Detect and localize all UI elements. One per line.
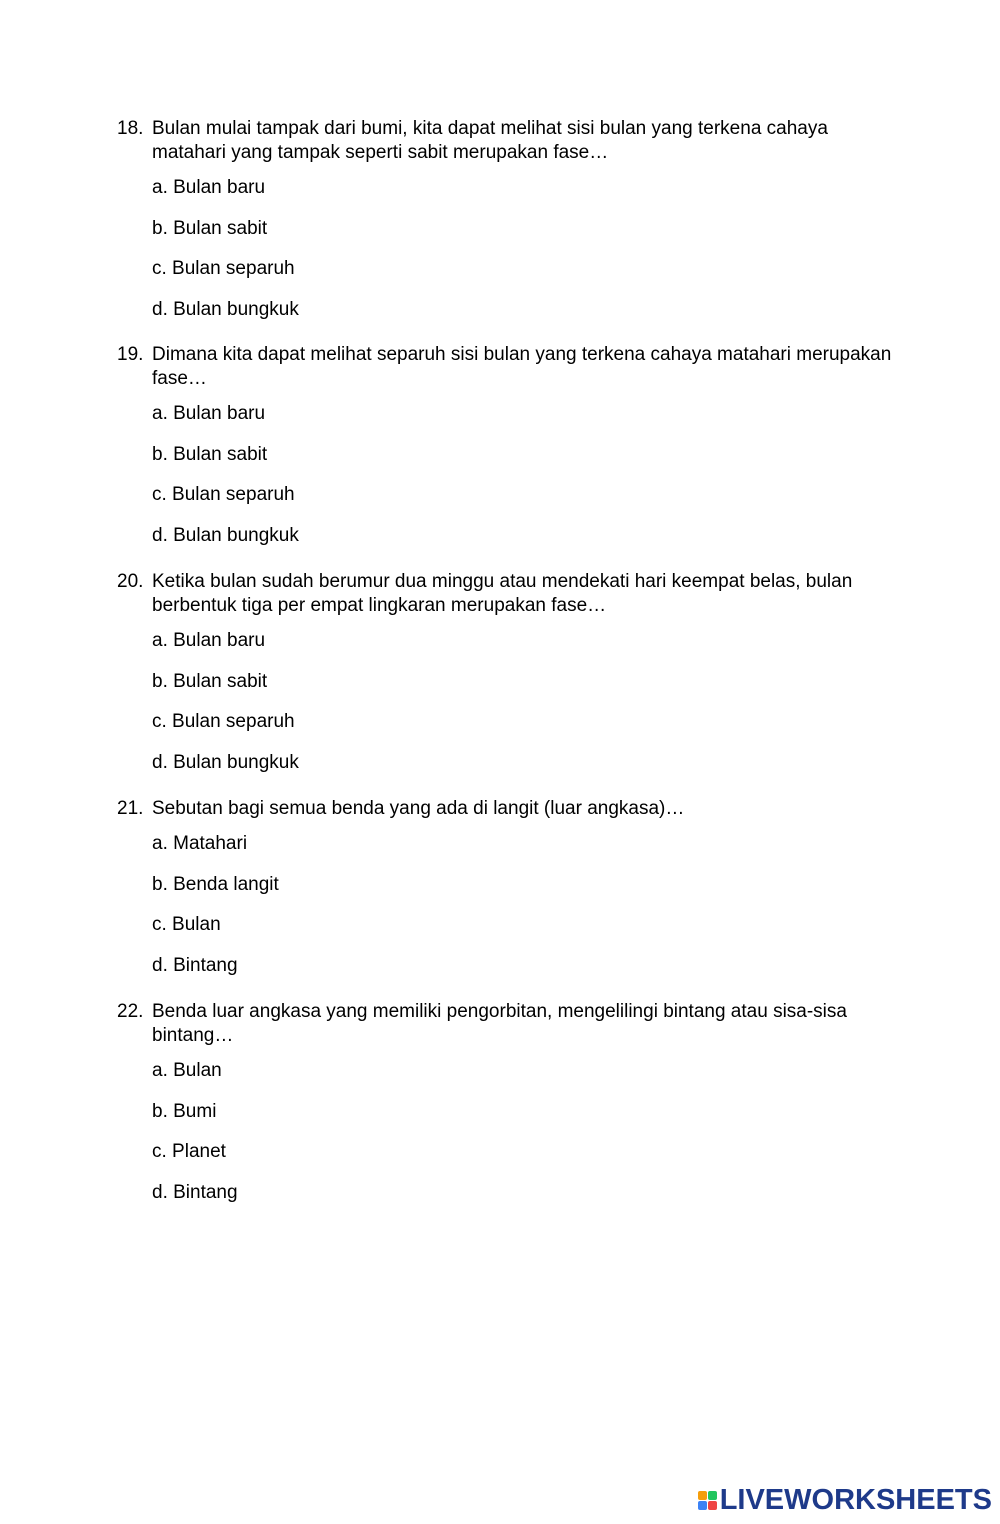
option-c[interactable]: c. Bulan separuh <box>152 711 295 732</box>
question-19 <box>117 343 897 564</box>
option-b[interactable]: b. Benda langit <box>152 873 279 895</box>
logo-tile <box>698 1501 707 1510</box>
question-number: 18. <box>117 118 144 139</box>
question-number: 21. <box>117 798 144 819</box>
option-b[interactable]: b. Bulan sabit <box>152 217 268 239</box>
option-d[interactable]: d. Bintang <box>152 1181 238 1203</box>
question-20 <box>117 570 897 791</box>
question-prompt: Benda luar angkasa yang memiliki pengorbitan, mengelilingi bintang atau sisa-sisa bintang… <box>152 1001 847 1046</box>
answer-options <box>152 832 897 978</box>
question-text <box>117 343 897 391</box>
logo-text: LIVEWORKSHEETS <box>719 1483 992 1516</box>
question-number: 19. <box>117 344 144 365</box>
option-d[interactable]: d. Bintang <box>152 954 238 976</box>
question-text <box>117 117 897 165</box>
liveworksheets-logo-icon <box>698 1491 717 1510</box>
question-21 <box>117 797 897 994</box>
question-text <box>117 797 897 821</box>
answer-options <box>152 1059 897 1205</box>
option-d[interactable]: d. Bulan bungkuk <box>152 524 299 546</box>
question-prompt: Bulan mulai tampak dari bumi, kita dapat melihat sisi bulan yang terkena cahaya matahari yang tampak seperti sabit merupakan fase… <box>152 118 828 163</box>
option-d[interactable]: d. Bulan bungkuk <box>152 751 299 773</box>
answer-options <box>152 629 897 775</box>
liveworksheets-logo <box>698 1484 992 1516</box>
option-c[interactable]: c. Bulan separuh <box>152 258 295 279</box>
option-a[interactable]: a. Bulan <box>152 1060 222 1081</box>
answer-options <box>152 176 897 322</box>
option-a[interactable]: a. Matahari <box>152 833 248 854</box>
option-b[interactable]: b. Bumi <box>152 1100 217 1122</box>
question-number: 22. <box>117 1001 144 1022</box>
option-a[interactable]: a. Bulan baru <box>152 630 266 651</box>
option-b[interactable]: b. Bulan sabit <box>152 670 268 692</box>
logo-tile <box>708 1501 717 1510</box>
option-a[interactable]: a. Bulan baru <box>152 177 266 198</box>
logo-tile <box>698 1491 707 1500</box>
option-a[interactable]: a. Bulan baru <box>152 403 266 424</box>
question-prompt: Ketika bulan sudah berumur dua minggu atau mendekati hari keempat belas, bulan berbentuk tiga per empat lingkaran merupakan fase… <box>152 571 853 616</box>
option-c[interactable]: c. Bulan <box>152 914 221 935</box>
logo-tile <box>708 1491 717 1500</box>
option-d[interactable]: d. Bulan bungkuk <box>152 298 299 320</box>
question-text <box>117 570 897 618</box>
question-prompt: Sebutan bagi semua benda yang ada di langit (luar angkasa)… <box>152 798 685 819</box>
question-prompt: Dimana kita dapat melihat separuh sisi bulan yang terkena cahaya matahari merupakan fase… <box>152 344 892 389</box>
option-c[interactable]: c. Bulan separuh <box>152 484 295 505</box>
question-22 <box>117 1000 897 1221</box>
answer-options <box>152 402 897 548</box>
option-c[interactable]: c. Planet <box>152 1141 226 1162</box>
option-b[interactable]: b. Bulan sabit <box>152 443 268 465</box>
question-text <box>117 1000 897 1048</box>
question-18 <box>117 117 897 338</box>
question-number: 20. <box>117 571 144 592</box>
